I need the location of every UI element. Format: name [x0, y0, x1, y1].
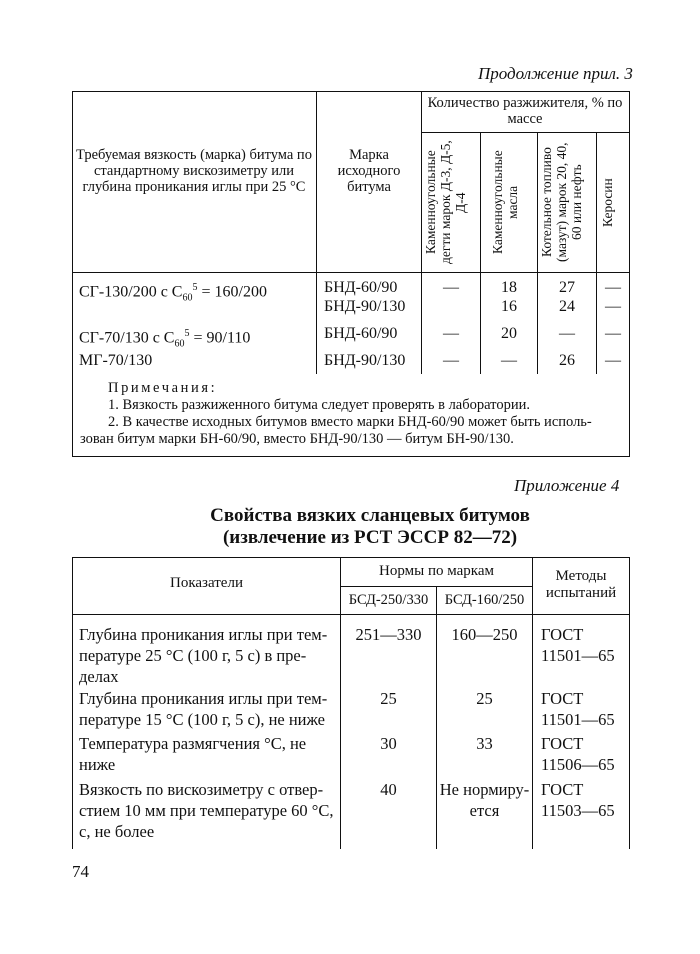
subcol-fuel-oil-header: Котельное топливо (мазут) марок 20, 40, 60 или нефть — [539, 142, 584, 263]
col-required-viscosity-header: Требуемая вязкость (марка) битума по стандартному вискозиметру или глубина проникания иглы при 25 °С — [76, 147, 312, 195]
appendix-label: Приложение 4 — [514, 476, 620, 495]
col-indicators-header: Показатели — [170, 575, 243, 591]
page-title: Свойства вязких сланцевых битумов — [210, 505, 530, 526]
col-norms-header: Нормы по маркам — [379, 563, 494, 579]
col-grade-2-header: БСД-160/250 — [444, 592, 525, 608]
subcol-coal-oil-header: Каменноугольные масла — [490, 150, 520, 255]
subcol-tar-header: Каменноугольные дегти марок Д-3, Д-5, Д-4 — [423, 140, 468, 265]
note-2-cont: зован битум марки БН-60/90, вместо БНД-90/130 — битум БН-90/130. — [80, 431, 514, 447]
note-1: 1. Вязкость разжиженного битума следует проверять в лаборатории. — [108, 397, 530, 413]
page-subtitle: (извлечение из РСТ ЭССР 82—72) — [222, 527, 518, 548]
page-number: 74 — [72, 862, 89, 881]
col-methods-header: Методы испытаний — [545, 568, 617, 601]
note-2: 2. В качестве исходных битумов вместо марки БНД-60/90 может быть исполь- — [108, 414, 592, 430]
col-base-bitumen-header: Марка исходного битума — [337, 147, 401, 195]
continuation-label: Продолжение прил. 3 — [478, 64, 633, 83]
col-diluent-group-header: Количество разжижителя, % по массе — [427, 95, 623, 127]
col-grade-1-header: БСД-250/330 — [348, 592, 429, 608]
notes-title: Примечания: — [108, 380, 218, 396]
subcol-kerosene-header: Керосин — [600, 178, 615, 227]
